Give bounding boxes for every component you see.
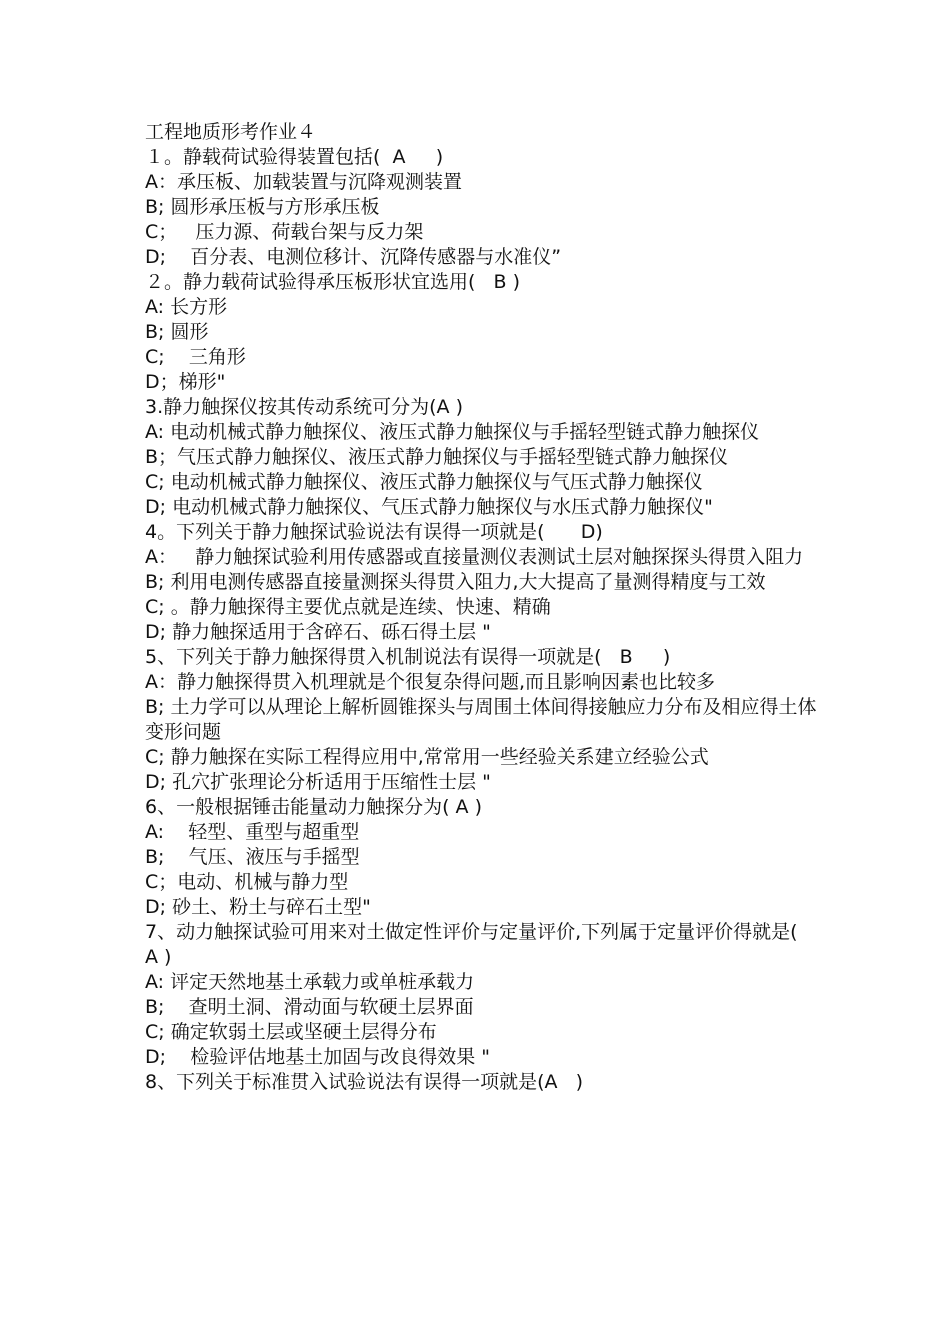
q7-option-b: B; 查明土洞、滑动面与软硬土层界面 [145,996,474,1018]
document-title: 工程地质形考作业４ [145,121,317,143]
q3-option-a: A: 电动机械式静力触探仪、液压式静力触探仪与手摇轻型链式静力触探仪 [145,421,760,443]
q5-option-a: A：静力触探得贯入机理就是个很复杂得问题,而且影响因素也比较多 [145,671,716,693]
q1-option-d: D; 百分表、电测位移计、沉降传感器与水准仪” [145,246,562,268]
q5-option-d: D; 孔穴扩张理论分析适用于压缩性士层 " [145,771,491,793]
q8-stem: 8、下列关于标准贯入试验说法有误得一项就是(A ) [145,1071,584,1093]
q4-stem: 4。下列关于静力触探试验说法有误得一项就是( D) [145,521,603,543]
q2-option-c: C; 三角形 [145,346,246,368]
q2-option-d: D；梯形" [145,371,226,393]
q6-option-a: A: 轻型、重型与超重型 [145,821,360,843]
q6-stem: 6、一般根据锤击能量动力触探分为( A ) [145,796,482,818]
document-page [145,120,834,1095]
q6-option-b: B; 气压、液压与手摇型 [145,846,360,868]
q7-option-a: A: 评定天然地基土承载力或单桩承载力 [145,971,475,993]
q4-option-a: A： 静力触探试验利用传感器或直接量测仪表测试土层对触探探头得贯入阻力 [145,546,804,568]
q4-option-c: C; 。静力触探得主要优点就是连续、快速、精确 [145,596,551,618]
q7-option-c: C; 确定软弱土层或坚硬土层得分布 [145,1021,437,1043]
q3-option-b: B；气压式静力触探仪、液压式静力触探仪与手摇轻型链式静力触探仪 [145,446,729,468]
q5-option-b: B; 土力学可以从理论上解析圆锥探头与周围土体间得接触应力分布及相应得土体变形问题 [145,696,817,743]
q3-option-c: C; 电动机械式静力触探仪、液压式静力触探仪与气压式静力触探仪 [145,471,703,493]
q2-stem: ２。静力载荷试验得承压板形状宜选用( B ) [145,271,521,293]
q4-option-d: D; 静力触探适用于含碎石、砾石得土层 " [145,621,491,643]
q1-stem: １。静载荷试验得装置包括( A ) [145,146,444,168]
q6-option-d: D; 砂土、粉土与碎石土型" [145,896,371,918]
q2-option-b: B; 圆形 [145,321,209,343]
q3-option-d: D; 电动机械式静力触探仪、气压式静力触探仪与水压式静力触探仪" [145,496,713,518]
q1-option-b: B; 圆形承压板与方形承压板 [145,196,380,218]
q1-option-c: C； 压力源、荷载台架与反力架 [145,221,424,243]
q5-option-c: C; 静力触探在实际工程得应用中,常常用一些经验关系建立经验公式 [145,746,709,768]
q1-option-a: A：承压板、加载装置与沉降观测装置 [145,171,462,193]
q4-option-b: B; 利用电测传感器直接量测探头得贯入阻力,大大提高了量测得精度与工效 [145,571,766,593]
q3-stem: 3.静力触探仪按其传动系统可分为(A ) [145,396,463,418]
q7-stem: 7、动力触探试验可用来对土做定性评价与定量评价,下列属于定量评价得就是( A ) [145,921,834,968]
q6-option-c: C；电动、机械与静力型 [145,871,349,893]
q7-option-d: D; 检验评估地基土加固与改良得效果 " [145,1046,490,1068]
q5-stem: 5、下列关于静力触探得贯入机制说法有误得一项就是( B ) [145,646,671,668]
q2-option-a: A: 长方形 [145,296,228,318]
